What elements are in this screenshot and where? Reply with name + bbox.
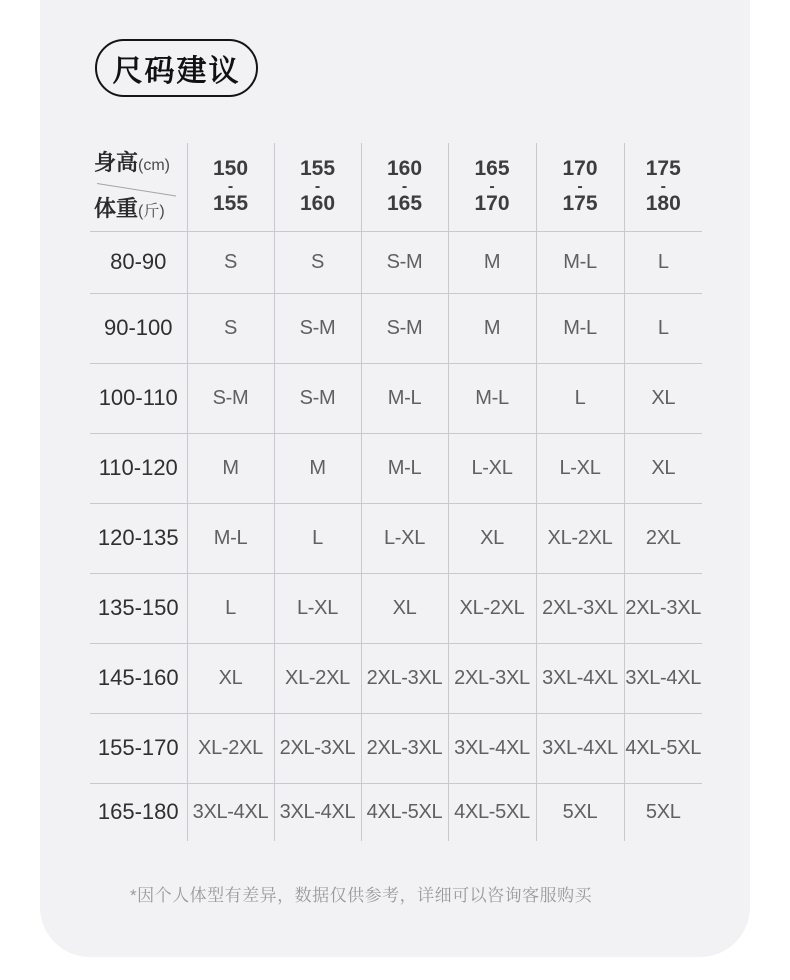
size-cell: 2XL-3XL xyxy=(361,643,448,713)
size-cell: 4XL-5XL xyxy=(361,783,448,841)
size-cell: 5XL xyxy=(624,783,702,841)
size-cell: S-M xyxy=(361,231,448,293)
height-range-header: 150 - 155 xyxy=(187,143,274,231)
corner-cell xyxy=(90,143,187,231)
size-cell: S xyxy=(274,231,361,293)
size-cell: 2XL-3XL xyxy=(536,573,624,643)
table-row xyxy=(90,231,702,293)
table-row xyxy=(90,503,702,573)
size-cell: XL xyxy=(624,433,702,503)
weight-range-label: 110-120 xyxy=(90,433,187,503)
table-row xyxy=(90,363,702,433)
weight-range-label: 80-90 xyxy=(90,231,187,293)
weight-axis-label: 体重(斤) xyxy=(94,195,165,221)
table-row xyxy=(90,783,702,841)
size-cell: 3XL-4XL xyxy=(187,783,274,841)
table-body xyxy=(90,231,702,841)
size-cell: 2XL-3XL xyxy=(624,573,702,643)
size-cell: L-XL xyxy=(448,433,536,503)
size-cell: L xyxy=(187,573,274,643)
size-cell: L xyxy=(274,503,361,573)
size-cell: M-L xyxy=(361,433,448,503)
disclaimer-footnote: *因个人体型有差异，数据仅供参考，详细可以咨询客服购买 xyxy=(130,886,593,905)
height-range-header: 160 - 165 xyxy=(361,143,448,231)
height-axis-label: 身高(cm) xyxy=(94,150,170,175)
size-cell: 3XL-4XL xyxy=(448,713,536,783)
size-cell: 3XL-4XL xyxy=(624,643,702,713)
size-cell: M xyxy=(274,433,361,503)
size-cell: 3XL-4XL xyxy=(536,643,624,713)
size-cell: 2XL-3XL xyxy=(361,713,448,783)
size-cell: M xyxy=(448,231,536,293)
size-guide-badge-label: 尺码建议 xyxy=(112,55,241,88)
weight-range-label: 165-180 xyxy=(90,783,187,841)
size-cell: 5XL xyxy=(536,783,624,841)
size-cell: XL xyxy=(361,573,448,643)
height-range-header: 165 - 170 xyxy=(448,143,536,231)
size-cell: M xyxy=(187,433,274,503)
size-cell: M-L xyxy=(536,293,624,363)
table-row xyxy=(90,573,702,643)
height-range-header: 155 - 160 xyxy=(274,143,361,231)
size-cell: M-L xyxy=(361,363,448,433)
size-cell: L xyxy=(624,293,702,363)
size-cell: S xyxy=(187,293,274,363)
size-cell: L xyxy=(536,363,624,433)
size-cell: L xyxy=(624,231,702,293)
size-cell: 3XL-4XL xyxy=(274,783,361,841)
header-row xyxy=(90,143,702,231)
size-cell: XL-2XL xyxy=(536,503,624,573)
size-guide-card xyxy=(40,0,750,957)
weight-range-label: 155-170 xyxy=(90,713,187,783)
size-cell: XL xyxy=(624,363,702,433)
table-row xyxy=(90,433,702,503)
size-cell: XL xyxy=(187,643,274,713)
size-cell: XL xyxy=(448,503,536,573)
size-cell: M-L xyxy=(536,231,624,293)
weight-range-label: 120-135 xyxy=(90,503,187,573)
size-cell: 3XL-4XL xyxy=(536,713,624,783)
size-cell: 4XL-5XL xyxy=(448,783,536,841)
table-row xyxy=(90,713,702,783)
size-cell: XL-2XL xyxy=(274,643,361,713)
size-table xyxy=(90,143,702,841)
height-range-header: 175 - 180 xyxy=(624,143,702,231)
size-cell: M xyxy=(448,293,536,363)
size-cell: S-M xyxy=(361,293,448,363)
size-guide-badge xyxy=(95,39,258,97)
size-cell: M-L xyxy=(187,503,274,573)
size-cell: S xyxy=(187,231,274,293)
size-cell: L-XL xyxy=(274,573,361,643)
table-row xyxy=(90,643,702,713)
weight-range-label: 90-100 xyxy=(90,293,187,363)
size-cell: L-XL xyxy=(536,433,624,503)
size-cell: XL-2XL xyxy=(448,573,536,643)
size-cell: 2XL-3XL xyxy=(448,643,536,713)
weight-range-label: 145-160 xyxy=(90,643,187,713)
size-cell: XL-2XL xyxy=(187,713,274,783)
size-cell: S-M xyxy=(187,363,274,433)
table-row xyxy=(90,293,702,363)
weight-range-label: 135-150 xyxy=(90,573,187,643)
weight-range-label: 100-110 xyxy=(90,363,187,433)
height-range-header: 170 - 175 xyxy=(536,143,624,231)
size-cell: M-L xyxy=(448,363,536,433)
size-cell: L-XL xyxy=(361,503,448,573)
size-cell: 4XL-5XL xyxy=(624,713,702,783)
size-cell: S-M xyxy=(274,363,361,433)
size-cell: 2XL xyxy=(624,503,702,573)
size-cell: 2XL-3XL xyxy=(274,713,361,783)
size-cell: S-M xyxy=(274,293,361,363)
